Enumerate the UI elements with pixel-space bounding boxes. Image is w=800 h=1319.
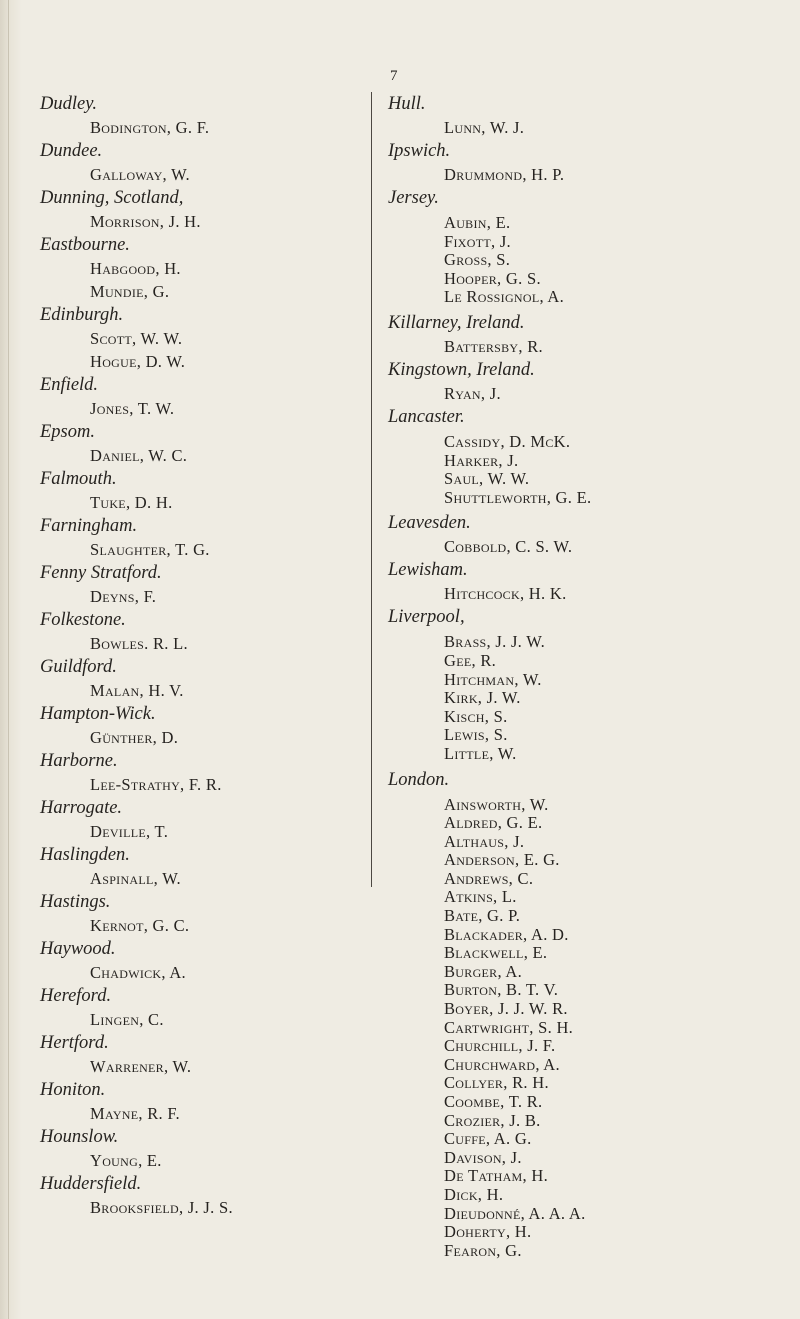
place-group (40, 655, 370, 702)
place-heading: Falmouth. (40, 469, 117, 489)
place-heading: Killarney, Ireland. (388, 312, 525, 333)
name-entry: Brass, J. J. W. (444, 632, 546, 652)
place-heading: Enfield. (40, 375, 99, 395)
place-group (388, 605, 778, 763)
name-entry: Scott, W. W. (90, 329, 183, 348)
place-heading: Haywood. (40, 939, 116, 959)
name-entry: Atkins, L. (444, 887, 517, 907)
place-heading: Ipswich. (388, 141, 451, 161)
place-heading: Hereford. (40, 986, 112, 1006)
name-list (40, 632, 370, 655)
name-list (40, 491, 370, 514)
name-entry: Burton, B. T. V. (444, 980, 559, 1000)
name-entry: Fixott, J. (444, 231, 511, 251)
name-entry: Boyer, J. J. W. R. (444, 999, 568, 1019)
name-entry: Cuffe, A. G. (444, 1129, 532, 1149)
name-list (40, 163, 370, 186)
name-entry: Deville, T. (90, 822, 169, 841)
place-heading: Leavesden. (388, 513, 471, 534)
place-heading: Epsom. (40, 422, 95, 442)
name-entry: Jones, T. W. (90, 399, 175, 418)
place-group (40, 373, 370, 420)
place-heading: Hounslow. (40, 1127, 119, 1147)
name-entry: Lunn, W. J. (444, 118, 525, 137)
place-group (40, 139, 370, 186)
place-heading: Hastings. (40, 892, 111, 912)
place-group (40, 303, 370, 373)
place-group (40, 92, 370, 139)
name-entry: Cobbold, C. S. W. (444, 537, 573, 557)
name-entry: Saul, W. W. (444, 469, 530, 489)
name-list (40, 116, 370, 139)
name-entry: Cartwright, S. H. (444, 1017, 574, 1037)
name-entry: Chadwick, A. (90, 963, 186, 982)
place-heading: Farningham. (40, 516, 138, 536)
name-entry: Aubin, E. (444, 213, 511, 232)
name-entry: Althaus, J. (444, 831, 525, 851)
name-list (40, 773, 370, 796)
name-entry: Mayne, R. F. (90, 1104, 180, 1123)
name-list (388, 335, 778, 358)
name-entry: Little, W. (444, 743, 517, 763)
name-entry: Galloway, W. (90, 165, 190, 184)
name-entry: Slaughter, T. G. (90, 540, 210, 559)
name-entry: Churchward, A. (444, 1054, 560, 1074)
name-entry: Daniel, W. C. (90, 446, 188, 465)
place-group (388, 358, 778, 405)
name-entry: Warrener, W. (90, 1057, 192, 1076)
name-list (40, 397, 370, 420)
name-list (40, 1149, 370, 1172)
place-group (40, 937, 370, 984)
place-heading: Hertford. (40, 1033, 109, 1053)
name-list (388, 433, 778, 507)
column-divider (371, 92, 372, 887)
name-entry: Tuke, D. H. (90, 493, 173, 512)
right-column (388, 92, 778, 1260)
place-group (40, 420, 370, 467)
name-entry: Blackader, A. D. (444, 924, 569, 944)
name-list (40, 726, 370, 749)
name-list (40, 538, 370, 561)
place-group (40, 1031, 370, 1078)
name-entry: Davison, J. (444, 1147, 522, 1167)
name-entry: Dieudonné, A. A. A. (444, 1203, 586, 1223)
place-group (40, 467, 370, 514)
place-heading: Huddersfield. (40, 1174, 142, 1194)
name-list (388, 382, 778, 405)
name-entry: Fearon, G. (444, 1240, 522, 1260)
name-entry: Doherty, H. (444, 1222, 532, 1242)
name-list (40, 585, 370, 608)
page-binding-edge (0, 0, 22, 1319)
place-group (40, 796, 370, 843)
name-entry: Harker, J. (444, 450, 519, 470)
name-entry: Young, E. (90, 1151, 162, 1170)
place-group (40, 514, 370, 561)
name-entry: Crozier, J. B. (444, 1110, 541, 1130)
place-heading: Honiton. (40, 1080, 106, 1100)
name-list (388, 535, 778, 558)
name-entry: Le Rossignol, A. (444, 287, 565, 307)
place-group (388, 92, 778, 139)
place-heading: Edinburgh. (40, 305, 124, 325)
place-heading: Liverpool, (388, 607, 465, 628)
place-heading: Dunning, Scotland, (40, 188, 184, 208)
name-entry: Brooksfield, J. J. S. (90, 1198, 233, 1217)
place-group (40, 702, 370, 749)
place-group (40, 186, 370, 233)
name-entry: Battersby, R. (444, 336, 543, 356)
name-entry: Kisch, S. (444, 706, 508, 726)
place-heading: Dundee. (40, 141, 103, 161)
name-entry: Hitchman, W. (444, 669, 542, 689)
name-entry: Drummond, H. P. (444, 165, 565, 184)
name-entry: Morrison, J. H. (90, 212, 201, 231)
name-entry: Coombe, T. R. (444, 1092, 543, 1111)
name-entry: Hooper, G. S. (444, 268, 541, 288)
name-entry: Bodington, G. F. (90, 118, 210, 137)
place-group (40, 984, 370, 1031)
name-entry: Aspinall, W. (90, 869, 181, 888)
name-entry: Gross, S. (444, 250, 511, 270)
place-heading: Kingstown, Ireland. (388, 359, 535, 380)
name-list (40, 1196, 370, 1219)
name-entry: Anderson, E. G. (444, 850, 560, 870)
name-list (40, 914, 370, 937)
name-entry: Habgood, H. (90, 259, 181, 278)
name-entry: Churchill, J. F. (444, 1036, 556, 1056)
place-heading: Guildford. (40, 657, 117, 677)
name-entry: Kirk, J. W. (444, 688, 521, 708)
name-entry: Malan, H. V. (90, 681, 184, 700)
place-heading: Lewisham. (388, 560, 468, 581)
name-entry: Gee, R. (444, 650, 497, 670)
name-list (388, 796, 778, 1261)
name-list (388, 633, 778, 763)
name-entry: Dick, H. (444, 1184, 504, 1204)
name-entry: Burger, A. (444, 961, 523, 981)
name-entry: De Tatham, H. (444, 1166, 549, 1186)
name-entry: Ainsworth, W. (444, 794, 549, 814)
name-entry: Lee-Strathy, F. R. (90, 775, 222, 794)
name-list (40, 1008, 370, 1031)
place-group (388, 186, 778, 307)
place-group (40, 608, 370, 655)
place-group (388, 768, 778, 1261)
place-group (388, 311, 778, 358)
name-entry: Blackwell, E. (444, 943, 548, 963)
name-list (40, 961, 370, 984)
name-entry: Shuttleworth, G. E. (444, 487, 592, 507)
place-heading: London. (388, 769, 450, 790)
name-entry: Lewis, S. (444, 725, 508, 745)
name-entry: Hogue, D. W. (90, 352, 186, 371)
name-entry: Cassidy, D. McK. (444, 431, 571, 451)
name-list (40, 820, 370, 843)
name-entry: Deyns, F. (90, 587, 157, 606)
name-list (40, 327, 370, 373)
place-group (40, 233, 370, 303)
place-group (40, 890, 370, 937)
name-list (40, 444, 370, 467)
place-group (388, 558, 778, 605)
name-entry: Hitchcock, H. K. (444, 584, 567, 604)
name-entry: Mundie, G. (90, 282, 170, 301)
name-entry: Lingen, C. (90, 1010, 164, 1029)
place-group (40, 1172, 370, 1219)
place-heading: Hampton-Wick. (40, 704, 156, 724)
place-group (40, 749, 370, 796)
name-entry: Bate, G. P. (444, 906, 521, 926)
place-heading: Hull. (388, 94, 426, 114)
name-entry: Kernot, G. C. (90, 916, 190, 935)
name-list (40, 210, 370, 233)
name-list (40, 1102, 370, 1125)
place-group (40, 1078, 370, 1125)
place-group (388, 139, 778, 186)
place-heading: Harborne. (40, 751, 118, 771)
name-list (388, 163, 778, 186)
place-group (40, 561, 370, 608)
name-entry: Günther, D. (90, 728, 179, 747)
place-heading: Lancaster. (388, 406, 465, 427)
page-number: 7 (390, 68, 398, 84)
place-heading: Jersey. (388, 188, 439, 208)
place-group (40, 1125, 370, 1172)
place-group (388, 511, 778, 558)
name-entry: Collyer, R. H. (444, 1073, 549, 1093)
left-column (40, 92, 370, 1219)
place-heading: Dudley. (40, 94, 98, 114)
name-list (388, 582, 778, 605)
place-group (388, 405, 778, 507)
name-list (388, 116, 778, 139)
name-entry: Ryan, J. (444, 383, 501, 403)
name-list (388, 214, 778, 307)
name-entry: Andrews, C. (444, 868, 534, 888)
name-list (40, 257, 370, 303)
name-list (40, 1055, 370, 1078)
name-list (40, 867, 370, 890)
place-heading: Haslingden. (40, 845, 130, 865)
place-group (40, 843, 370, 890)
place-heading: Fenny Stratford. (40, 563, 162, 583)
name-entry: Bowles. R. L. (90, 634, 188, 653)
place-heading: Eastbourne. (40, 235, 130, 255)
name-list (40, 679, 370, 702)
name-entry: Aldred, G. E. (444, 813, 543, 833)
place-heading: Folkestone. (40, 610, 126, 630)
place-heading: Harrogate. (40, 798, 123, 818)
